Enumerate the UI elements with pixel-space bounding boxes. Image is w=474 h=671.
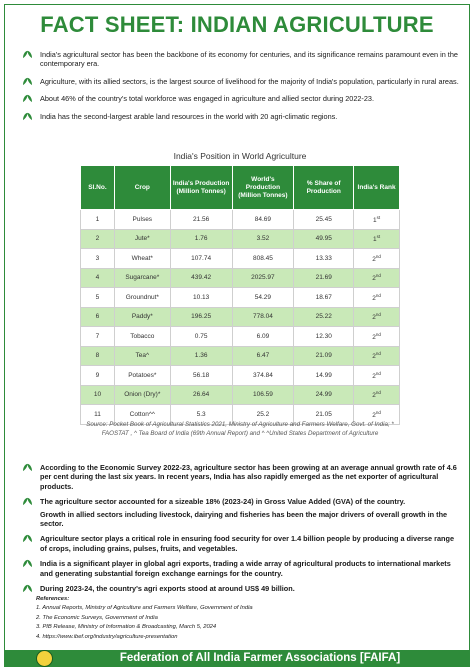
table-cell: 8: [81, 346, 115, 366]
leaf-icon: [22, 463, 33, 472]
table-cell: Jute*: [114, 229, 170, 249]
table-cell: 6: [81, 307, 115, 327]
rank-suffix: nd: [375, 409, 381, 415]
rank-suffix: nd: [375, 273, 381, 279]
world-agriculture-table: [80, 165, 400, 425]
rank-cell: 2nd: [354, 366, 400, 386]
table-header-row: [81, 166, 400, 210]
column-header: World's Production (Million Tonnes): [232, 166, 294, 210]
table-title: India's Position in World Agriculture: [173, 151, 307, 161]
table-cell: 374.84: [232, 366, 294, 386]
table-cell: 54.29: [232, 288, 294, 308]
table-row: [81, 346, 400, 366]
reference-item: 2. The Economic Surveys, Government of India: [36, 614, 158, 621]
table-row: [81, 385, 400, 405]
economy-bullets: [22, 463, 462, 599]
leaf-icon: [22, 77, 33, 86]
bullet-text: India's agricultural sector has been the backbone of its economy for centuries, and its significance remains paramount even in the contemporary era.: [40, 50, 458, 69]
rank-cell: 2nd: [354, 249, 400, 269]
table-cell: 1.76: [170, 229, 232, 249]
table-cell: 25.45: [294, 210, 354, 230]
table-cell: 14.99: [294, 366, 354, 386]
table-row: [81, 366, 400, 386]
table-source: Source: Pocket Book of Agricultural Statistics 2021, Ministry of Agriculture and Farmers Welfare, Govt. of India; * FAOSTAT , ^ Tea Board of India (69th Annual Report) and ^ ^United States Department of Agriculture: [86, 421, 394, 437]
bullet-text: About 46% of the country's total workforce was engaged in agriculture and allied sector during 2022-23.: [40, 94, 375, 104]
table-cell: 3.52: [232, 229, 294, 249]
table-row: [81, 268, 400, 288]
rank-suffix: nd: [375, 370, 381, 376]
economy-bullet: [22, 534, 462, 553]
rank-suffix: st: [376, 234, 381, 240]
intro-bullet: [22, 50, 462, 69]
table-row: [81, 288, 400, 308]
rank-suffix: st: [376, 214, 381, 220]
table-cell: 6.47: [232, 346, 294, 366]
table-cell: 7: [81, 327, 115, 347]
leaf-icon: [22, 559, 33, 568]
table-row: [81, 229, 400, 249]
rank-suffix: nd: [375, 312, 381, 318]
table-cell: 3: [81, 249, 115, 269]
rank-cell: 2nd: [354, 346, 400, 366]
bullet-subtext: Growth in allied sectors including livestock, dairying and fisheries has been the major drivers of overall growth in the sector.: [40, 509, 448, 529]
table-cell: Cotton^^: [114, 405, 170, 425]
table-row: [81, 307, 400, 327]
table-cell: Potatoes*: [114, 366, 170, 386]
table-cell: 106.59: [232, 385, 294, 405]
footer-title: Federation of All India Farmer Associations [FAIFA]: [119, 652, 401, 664]
leaf-icon: [22, 112, 33, 121]
economy-bullet: [22, 559, 462, 578]
table-cell: 4: [81, 268, 115, 288]
table-cell: 21.56: [170, 210, 232, 230]
table-cell: 2: [81, 229, 115, 249]
table-cell: 21.69: [294, 268, 354, 288]
rank-cell: 2nd: [354, 307, 400, 327]
bullet-text: Agriculture, with its allied sectors, is the largest source of livelihood for the majority of India's population, particularly in rural areas.: [40, 76, 459, 86]
rank-suffix: nd: [375, 351, 381, 357]
table-cell: 5.3: [170, 405, 232, 425]
economy-bullet: [22, 463, 462, 491]
table-cell: 6.09: [232, 327, 294, 347]
table-cell: 11: [81, 405, 115, 425]
table-cell: Tobacco: [114, 327, 170, 347]
table-cell: Pulses: [114, 210, 170, 230]
bullet-text: India has the second-largest arable land resources in the world with 20 agri-climatic regions.: [40, 111, 338, 121]
intro-bullets: [22, 50, 462, 129]
column-header: % Share of Production: [294, 166, 354, 210]
leaf-icon: [22, 534, 33, 543]
table-cell: 49.95: [294, 229, 354, 249]
table-cell: 24.99: [294, 385, 354, 405]
table-cell: 5: [81, 288, 115, 308]
table-cell: 10.13: [170, 288, 232, 308]
leaf-icon: [22, 497, 33, 506]
table-cell: Onion (Dry)*: [114, 385, 170, 405]
rank-cell: 1st: [354, 229, 400, 249]
leaf-icon: [22, 94, 33, 103]
table-cell: 196.25: [170, 307, 232, 327]
table-cell: 25.22: [294, 307, 354, 327]
table-cell: 439.42: [170, 268, 232, 288]
rank-suffix: nd: [375, 331, 381, 337]
column-header: India's Production (Million Tonnes): [170, 166, 232, 210]
rank-cell: 2nd: [354, 327, 400, 347]
table-cell: Wheat*: [114, 249, 170, 269]
bullet-text: According to the Economic Survey 2022-23, agriculture sector has been growing at an average annual growth rate of 4.6 per cent during the last six years. In recent years, India has also rapidly emerged as the net exporter of agricultural products.: [40, 463, 457, 491]
table-cell: Groundnut*: [114, 288, 170, 308]
table-cell: 1.36: [170, 346, 232, 366]
table-cell: 0.75: [170, 327, 232, 347]
references-title: References:: [36, 596, 70, 602]
column-header: Crop: [114, 166, 170, 210]
table-row: [81, 249, 400, 269]
bullet-text: Agriculture sector plays a critical role in ensuring food security for over 1.4 billion people by producing a diverse range of crops, including grains, pulses, fruits, and vegetables.: [40, 534, 455, 553]
table-cell: 808.45: [232, 249, 294, 269]
reference-item: 3. PIB Release, Ministry of Information & Broadcasting, March 5, 2024: [36, 624, 217, 631]
rank-cell: 1st: [354, 210, 400, 230]
table-cell: Sugarcane*: [114, 268, 170, 288]
column-header: India's Rank: [354, 166, 400, 210]
table-cell: 26.64: [170, 385, 232, 405]
table-row: [81, 210, 400, 230]
table-cell: 25.2: [232, 405, 294, 425]
column-header: Sl.No.: [81, 166, 115, 210]
intro-bullet: [22, 94, 462, 103]
economy-bullet: [22, 584, 462, 593]
table-cell: 56.18: [170, 366, 232, 386]
table-row: [81, 327, 400, 347]
page-title: FACT SHEET: INDIAN AGRICULTURE: [40, 12, 434, 37]
table-cell: 21.05: [294, 405, 354, 425]
table-cell: 107.74: [170, 249, 232, 269]
leaf-icon: [22, 584, 33, 593]
table-cell: 84.69: [232, 210, 294, 230]
table-cell: 778.04: [232, 307, 294, 327]
table-cell: 13.33: [294, 249, 354, 269]
rank-suffix: nd: [375, 390, 381, 396]
faifa-logo-icon: [36, 650, 53, 667]
leaf-icon: [22, 50, 33, 59]
table-cell: 21.09: [294, 346, 354, 366]
bullet-text: During 2023-24, the country's agri exports stood at around US$ 49 billion.: [40, 584, 295, 594]
rank-cell: 2nd: [354, 288, 400, 308]
table-cell: 9: [81, 366, 115, 386]
table-cell: 10: [81, 385, 115, 405]
references: [36, 595, 456, 642]
rank-suffix: nd: [375, 292, 381, 298]
rank-cell: 2nd: [354, 268, 400, 288]
bullet-text: The agriculture sector accounted for a sizeable 18% (2023-24) in Gross Value Added (GVA) of the country.: [40, 497, 406, 507]
table-cell: 18.67: [294, 288, 354, 308]
rank-suffix: nd: [375, 253, 381, 259]
intro-bullet: [22, 77, 462, 86]
table-cell: Paddy*: [114, 307, 170, 327]
rank-cell: 2nd: [354, 405, 400, 425]
table-body: [81, 210, 400, 425]
table-cell: 12.30: [294, 327, 354, 347]
economy-bullet: [22, 497, 462, 528]
table-cell: 2025.97: [232, 268, 294, 288]
reference-item: 4. https://www.ibef.org/industry/agriculture-presentation: [36, 633, 178, 640]
rank-cell: 2nd: [354, 385, 400, 405]
table-cell: 1: [81, 210, 115, 230]
intro-bullet: [22, 112, 462, 121]
reference-item: 1. Annual Reports, Ministry of Agriculture and Farmers Welfare, Government of India: [36, 605, 253, 612]
bullet-text: India is a significant player in global agri exports, trading a wide array of agricultural products to international markets and generating substantial foreign exchange earnings for the country.: [40, 559, 451, 578]
table-cell: Tea^: [114, 346, 170, 366]
